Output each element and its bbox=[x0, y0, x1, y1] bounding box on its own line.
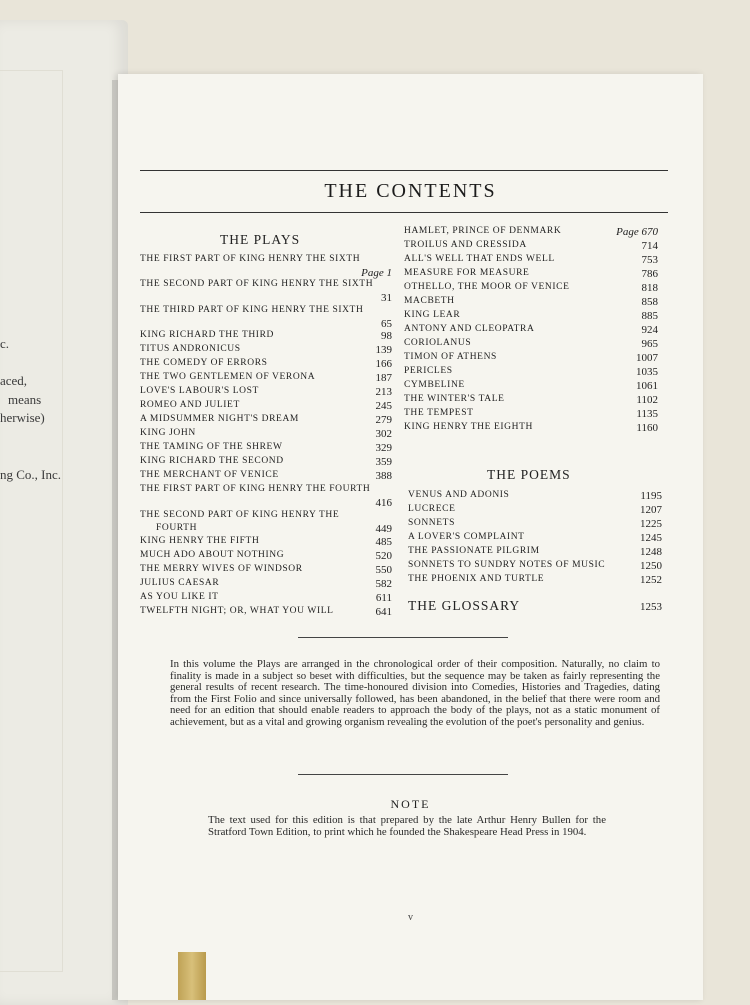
toc-entry bbox=[408, 532, 662, 545]
glossary-page: 1253 bbox=[640, 601, 662, 613]
toc-entry-page: Page 1 bbox=[361, 267, 392, 279]
toc-entry-title: THE TAMING OF THE SHREW bbox=[140, 442, 283, 452]
toc-entry-page: 965 bbox=[641, 338, 658, 350]
toc-entry-title: A LOVER'S COMPLAINT bbox=[408, 532, 525, 542]
toc-entry-title: THE MERRY WIVES OF WINDSOR bbox=[140, 564, 303, 574]
toc-entry-page: Page 670 bbox=[616, 226, 658, 238]
toc-entry bbox=[140, 372, 392, 385]
toc-entry-page: 1102 bbox=[636, 394, 658, 406]
toc-entry-page: 818 bbox=[641, 282, 658, 294]
toc-entry-page: 359 bbox=[375, 456, 392, 468]
toc-entry-page: 520 bbox=[375, 550, 392, 562]
glossary-entry bbox=[408, 600, 662, 616]
toc-entry-title: ANTONY AND CLEOPATRA bbox=[404, 324, 535, 334]
toc-entry-title: ROMEO AND JULIET bbox=[140, 400, 240, 410]
note-text: The text used for this edition is that prepared by the late Arthur Henry Bullen for the Stratford Town Edition, to print which he founded the Shakespeare Head Press in 1904. bbox=[208, 814, 606, 838]
toc-entry bbox=[140, 592, 392, 605]
toc-entry bbox=[408, 504, 662, 517]
toc-entry-title: THE SECOND PART OF KING HENRY THE bbox=[140, 510, 340, 520]
toc-entry-page: 924 bbox=[641, 324, 658, 336]
contents-page bbox=[118, 74, 703, 1000]
toc-entry-title: JULIUS CAESAR bbox=[140, 578, 220, 588]
toc-entry-page: 1061 bbox=[636, 380, 658, 392]
toc-entry-title: MEASURE FOR MEASURE bbox=[404, 268, 530, 278]
toc-entry bbox=[140, 606, 392, 619]
toc-entry-page: 98 bbox=[381, 330, 392, 342]
poems-heading: THE POEMS bbox=[487, 467, 571, 482]
toc-entry-title: HAMLET, PRINCE OF DENMARK bbox=[404, 226, 562, 236]
page-number: v bbox=[408, 912, 413, 923]
toc-entry bbox=[140, 510, 392, 535]
left-page bbox=[0, 20, 128, 1005]
toc-entry-title: THE TEMPEST bbox=[404, 408, 474, 418]
toc-entry-title: ALL'S WELL THAT ENDS WELL bbox=[404, 254, 555, 264]
top-rule bbox=[140, 170, 668, 171]
toc-entry-page: 611 bbox=[375, 592, 392, 604]
left-page-border bbox=[0, 70, 63, 972]
toc-entry-page: 858 bbox=[641, 296, 658, 308]
toc-entry bbox=[408, 560, 662, 573]
toc-entry-page: 1007 bbox=[636, 352, 658, 364]
toc-entry-title: KING HENRY THE EIGHTH bbox=[404, 422, 533, 432]
toc-entry bbox=[404, 394, 658, 407]
toc-entry-page: 31 bbox=[381, 292, 392, 304]
toc-entry bbox=[404, 422, 658, 435]
toc-entry bbox=[408, 546, 662, 559]
toc-entry-title: THE THIRD PART OF KING HENRY THE SIXTH bbox=[140, 305, 364, 315]
toc-entry-page: 1250 bbox=[640, 560, 662, 572]
toc-entry bbox=[404, 254, 658, 267]
toc-entry-title: A MIDSUMMER NIGHT'S DREAM bbox=[140, 414, 299, 424]
toc-entry-page: 449 bbox=[375, 523, 392, 535]
toc-entry bbox=[404, 226, 658, 239]
toc-entry-title: LUCRECE bbox=[408, 504, 456, 514]
toc-entry-title: MUCH ADO ABOUT NOTHING bbox=[140, 550, 285, 560]
toc-entry-page: 485 bbox=[375, 536, 392, 548]
toc-entry-page: 279 bbox=[375, 414, 392, 426]
toc-entry bbox=[140, 578, 392, 591]
glossary-title: THE GLOSSARY bbox=[408, 598, 521, 613]
toc-entry bbox=[404, 296, 658, 309]
title-rule bbox=[140, 212, 668, 213]
toc-entry-page: 1035 bbox=[636, 366, 658, 378]
toc-entry-title: THE PHOENIX AND TURTLE bbox=[408, 574, 545, 584]
toc-entry-title: KING RICHARD THE THIRD bbox=[140, 330, 274, 340]
toc-entry-page: 550 bbox=[375, 564, 392, 576]
toc-entry-page: 1195 bbox=[640, 490, 662, 502]
toc-entry-title: THE MERCHANT OF VENICE bbox=[140, 470, 279, 480]
toc-entry-page: 641 bbox=[375, 606, 392, 618]
toc-entry bbox=[404, 408, 658, 421]
toc-entry-page: 65 bbox=[381, 318, 392, 330]
intro-paragraph: In this volume the Plays are arranged in the chronological order of their composition. Naturally, no claim to finality is made in a subject so beset with difficulties, but the sequence may be taken as fairly representing the general results of recent research. The time-honoured division into Comedies, Histories and Tragedies, dating from the First Folio and since universally followed, has been abandoned, in the belief that there were room and need for an edition that should enable readers to approach the body of the plays, not as a static monument of achievement, but as a vital and growing organism revealing the evolution of the poet's personality and genius. bbox=[170, 658, 660, 728]
toc-entry-title: THE PASSIONATE PILGRIM bbox=[408, 546, 540, 556]
toc-entry-page: 187 bbox=[375, 372, 392, 384]
left-page-fragment: herwise) bbox=[0, 410, 45, 425]
toc-entry-page: 753 bbox=[641, 254, 658, 266]
toc-entry bbox=[140, 470, 392, 483]
toc-entry bbox=[140, 400, 392, 413]
toc-entry-title: MACBETH bbox=[404, 296, 455, 306]
toc-entry bbox=[408, 518, 662, 531]
toc-entry-page: 139 bbox=[375, 344, 392, 356]
toc-entry-page: 1135 bbox=[636, 408, 658, 420]
left-page-fragment: means bbox=[8, 392, 42, 407]
toc-entry bbox=[140, 442, 392, 455]
toc-entry-title: THE FIRST PART OF KING HENRY THE FOURTH bbox=[140, 484, 371, 494]
toc-entry-title: THE SECOND PART OF KING HENRY THE SIXTH bbox=[140, 279, 374, 289]
toc-entry bbox=[404, 366, 658, 379]
toc-entry-title: THE FIRST PART OF KING HENRY THE SIXTH bbox=[140, 254, 361, 264]
toc-entry-page: 1245 bbox=[640, 532, 662, 544]
page-title: THE CONTENTS bbox=[324, 180, 497, 202]
toc-entry-title: PERICLES bbox=[404, 366, 453, 376]
toc-entry bbox=[140, 456, 392, 469]
toc-entry-page: 582 bbox=[375, 578, 392, 590]
toc-entry-title: THE COMEDY OF ERRORS bbox=[140, 358, 268, 368]
toc-entry bbox=[404, 338, 658, 351]
ribbon-bookmark bbox=[178, 952, 206, 1000]
toc-entry bbox=[404, 352, 658, 365]
toc-entry-title: VENUS AND ADONIS bbox=[408, 490, 510, 500]
toc-entry bbox=[140, 550, 392, 563]
toc-entry bbox=[408, 574, 662, 587]
toc-entry-page: 1252 bbox=[640, 574, 662, 586]
toc-entry bbox=[140, 358, 392, 371]
toc-entry-title: THE TWO GENTLEMEN OF VERONA bbox=[140, 372, 316, 382]
divider bbox=[298, 637, 508, 638]
left-page-fragment: ng Co., Inc. bbox=[0, 467, 62, 482]
toc-entry bbox=[404, 240, 658, 253]
toc-entry-page: 416 bbox=[375, 497, 392, 509]
toc-entry bbox=[140, 254, 392, 279]
toc-entry-page: 786 bbox=[641, 268, 658, 280]
toc-entry bbox=[140, 305, 392, 330]
toc-entry bbox=[404, 268, 658, 281]
toc-entry-page: 714 bbox=[641, 240, 658, 252]
toc-entry-page: 885 bbox=[641, 310, 658, 322]
toc-entry-page: 1225 bbox=[640, 518, 662, 530]
toc-entry-page: 329 bbox=[375, 442, 392, 454]
toc-entry-title: KING JOHN bbox=[140, 428, 196, 438]
toc-entry-title: KING RICHARD THE SECOND bbox=[140, 456, 284, 466]
toc-entry bbox=[140, 484, 392, 509]
toc-entry bbox=[404, 282, 658, 295]
toc-entry bbox=[408, 490, 662, 503]
left-page-fragment: c. bbox=[0, 336, 10, 351]
toc-entry bbox=[404, 324, 658, 337]
toc-entry-page: 245 bbox=[375, 400, 392, 412]
toc-entry bbox=[140, 344, 392, 357]
toc-entry-title: AS YOU LIKE IT bbox=[140, 592, 219, 602]
toc-entry-title-continued: FOURTH bbox=[156, 523, 198, 533]
toc-entry-page: 1160 bbox=[636, 422, 658, 434]
toc-entry-title: SONNETS bbox=[408, 518, 455, 528]
toc-entry-title: CYMBELINE bbox=[404, 380, 465, 390]
toc-entry-page: 388 bbox=[375, 470, 392, 482]
left-page-fragment: aced, bbox=[0, 373, 28, 388]
toc-entry-title: THE WINTER'S TALE bbox=[404, 394, 505, 404]
toc-entry-page: 1207 bbox=[640, 504, 662, 516]
toc-entry-page: 302 bbox=[375, 428, 392, 440]
toc-entry bbox=[140, 564, 392, 577]
note-title: NOTE bbox=[390, 797, 431, 811]
toc-entry bbox=[140, 279, 392, 304]
toc-entry-title: LOVE'S LABOUR'S LOST bbox=[140, 386, 259, 396]
toc-entry-title: TITUS ANDRONICUS bbox=[140, 344, 241, 354]
toc-entry-title: KING HENRY THE FIFTH bbox=[140, 536, 260, 546]
toc-entry bbox=[140, 428, 392, 441]
toc-entry-title: CORIOLANUS bbox=[404, 338, 472, 348]
toc-entry bbox=[140, 330, 392, 343]
toc-entry-title: TROILUS AND CRESSIDA bbox=[404, 240, 527, 250]
toc-entry bbox=[140, 386, 392, 399]
toc-entry bbox=[404, 380, 658, 393]
toc-entry-title: TIMON OF ATHENS bbox=[404, 352, 497, 362]
toc-entry-title: SONNETS TO SUNDRY NOTES OF MUSIC bbox=[408, 560, 606, 570]
toc-entry-page: 213 bbox=[375, 386, 392, 398]
toc-entry bbox=[140, 414, 392, 427]
toc-entry-page: 166 bbox=[375, 358, 392, 370]
toc-entry-page: 1248 bbox=[640, 546, 662, 558]
toc-entry bbox=[404, 310, 658, 323]
plays-heading: THE PLAYS bbox=[220, 232, 301, 247]
divider bbox=[298, 774, 508, 775]
toc-entry-title: KING LEAR bbox=[404, 310, 461, 320]
toc-entry-title: TWELFTH NIGHT; OR, WHAT YOU WILL bbox=[140, 606, 334, 616]
toc-entry-title: OTHELLO, THE MOOR OF VENICE bbox=[404, 282, 570, 292]
toc-entry bbox=[140, 536, 392, 549]
